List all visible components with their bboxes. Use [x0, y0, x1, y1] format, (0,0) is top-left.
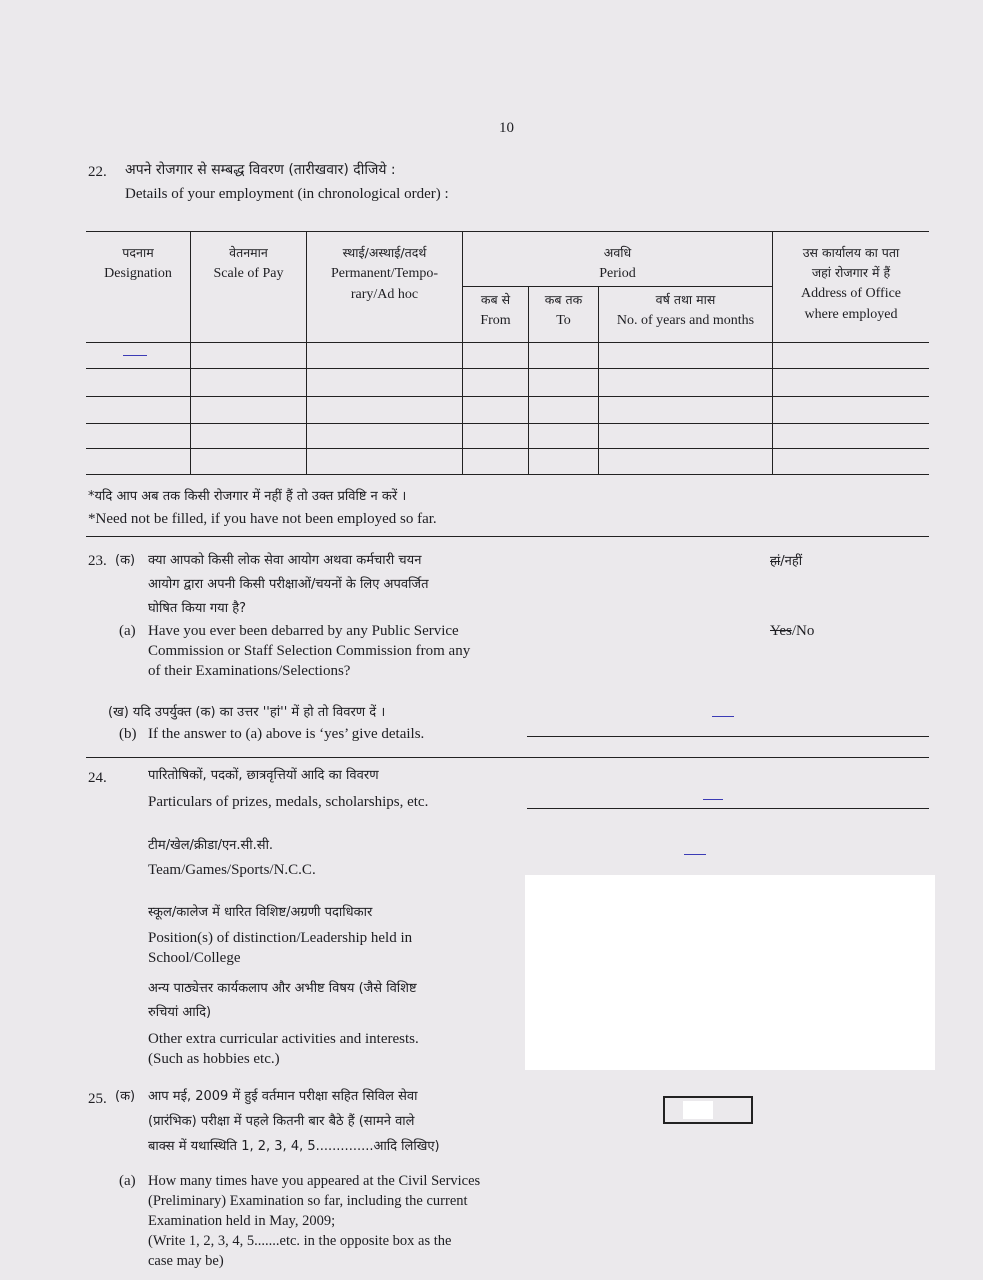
q25-label-english: (a): [119, 1173, 136, 1189]
q25-english-line5: case may be): [148, 1253, 224, 1269]
q23-a-english-line2: Commission or Staff Selection Commission from any: [148, 643, 471, 659]
header-period: अवधि Period: [599, 245, 636, 281]
q24-team-hindi: टीम/खेल/क्रीडा/एन.सी.सी.: [148, 838, 274, 853]
header-address: उस कार्यालय का पता जहां रोजगार में हैं Address of Office where employed: [800, 245, 902, 322]
q23-b-english: If the answer to (a) above is ‘yes’ give details.: [148, 726, 425, 742]
redacted-area: [525, 875, 935, 1070]
table-row[interactable]: [86, 343, 929, 368]
q23-a-hindi-line1: क्या आपको किसी लोक सेवा आयोग अथवा कर्मचारी चयन: [148, 553, 422, 568]
q23-answer-english[interactable]: Yes/No: [770, 623, 815, 639]
header-to: कब तक To: [544, 292, 583, 328]
table-row[interactable]: [86, 369, 929, 396]
q23-number: 23.: [88, 553, 107, 569]
q25-hindi-line1: आप मई, 2009 में हुई वर्तमान परीक्षा सहित सिविल सेवा: [148, 1089, 418, 1104]
q24-extra-english-line1: Other extra curricular activities and interests.: [148, 1031, 419, 1047]
page-number: 10: [499, 120, 514, 136]
q23-a-english-line3: of their Examinations/Selections?: [148, 663, 351, 679]
header-permanent-temporary: स्थाई/अस्थाई/तदर्थ Permanent/Tempo- rary/Ad hoc: [330, 245, 439, 302]
pen-dash-mark: [684, 854, 706, 855]
q25-label-hindi: (क): [115, 1089, 136, 1104]
q25-hindi-line3: बाक्स में यथास्थिति 1, 2, 3, 4, 5..............आदि लिखिए): [148, 1139, 440, 1154]
header-designation: पदनाम Designation: [104, 245, 172, 281]
q22-note-english: *Need not be filled, if you have not been employed so far.: [88, 511, 437, 527]
pen-dash-mark: [712, 716, 734, 717]
table-row[interactable]: [86, 449, 929, 474]
q24-number: 24.: [88, 770, 107, 786]
q23-a-label-hindi: (क): [115, 553, 136, 568]
q25-answer-box[interactable]: [663, 1096, 753, 1124]
q23-a-english-line1: Have you ever been debarred by any Public Service: [148, 623, 459, 639]
q23-b-label-english: (b): [119, 726, 137, 742]
header-years-months: वर्ष तथा मास No. of years and months: [616, 292, 755, 328]
q23-a-hindi-line2: आयोग द्वारा अपनी किसी परीक्षाओं/चयनों के लिए अपवर्जित: [148, 577, 429, 592]
q24-extra-english-line2: (Such as hobbies etc.): [148, 1051, 280, 1067]
q23-details-line[interactable]: [527, 736, 929, 737]
q24-position-hindi: स्कूल/कालेज में धारित विशिष्ट/अग्रणी पदाधिकार: [148, 905, 373, 920]
q24-prizes-line[interactable]: [527, 808, 929, 809]
q24-extra-hindi-line2: रुचियां आदि): [148, 1005, 212, 1020]
q25-answer-redacted: [683, 1101, 713, 1119]
q23-b-hindi: (ख) यदि उपर्युक्त (क) का उत्तर ''हां'' में हो तो विवरण दें ।: [108, 705, 386, 720]
header-scale-of-pay: वेतनमान Scale of Pay: [213, 245, 284, 281]
pen-dash-mark: [123, 355, 147, 356]
q25-number: 25.: [88, 1091, 107, 1107]
table-row[interactable]: [86, 397, 929, 423]
q24-extra-hindi-line1: अन्य पाठ्येत्तर कार्यकलाप और अभीष्ट विषय (जैसे विशिष्ट: [148, 981, 417, 996]
q25-hindi-line2: (प्रारंभिक) परीक्षा में पहले कितनी बार बैठे हैं (सामने वाले: [148, 1114, 415, 1129]
section-divider: [86, 757, 929, 758]
q24-team-english: Team/Games/Sports/N.C.C.: [148, 862, 316, 878]
q24-prizes-english: Particulars of prizes, medals, scholarships, etc.: [148, 794, 429, 810]
q24-prizes-hindi: पारितोषिकों, पदकों, छात्रवृत्तियों आदि का विवरण: [148, 768, 379, 783]
q23-a-label-english: (a): [119, 623, 136, 639]
q25-english-line3: Examination held in May, 2009;: [148, 1213, 336, 1229]
q25-english-line4: (Write 1, 2, 3, 4, 5.......etc. in the opposite box as the: [148, 1233, 452, 1249]
pen-dash-mark: [703, 799, 723, 800]
q24-position-english-line1: Position(s) of distinction/Leadership held in: [148, 930, 413, 946]
section-divider: [86, 536, 929, 537]
q23-a-hindi-line3: घोषित किया गया है?: [148, 601, 247, 616]
table-row[interactable]: [86, 424, 929, 448]
employment-table: [0, 0, 983, 480]
header-from: कब से From: [480, 292, 511, 328]
q22-title-hindi: अपने रोजगार से सम्बद्ध विवरण (तारीखवार) दीजिये :: [125, 162, 396, 178]
q22-title-english: Details of your employment (in chronological order) :: [125, 186, 449, 202]
q23-answer-hindi[interactable]: हां/नहीं: [770, 554, 803, 569]
q22-number: 22.: [88, 164, 107, 180]
q22-note-hindi: *यदि आप अब तक किसी रोजगार में नहीं हैं तो उक्त प्रविष्टि न करें ।: [88, 489, 407, 504]
q25-english-line1: How many times have you appeared at the Civil Services: [148, 1173, 481, 1189]
q24-position-english-line2: School/College: [148, 950, 241, 966]
q25-english-line2: (Preliminary) Examination so far, including the current: [148, 1193, 468, 1209]
